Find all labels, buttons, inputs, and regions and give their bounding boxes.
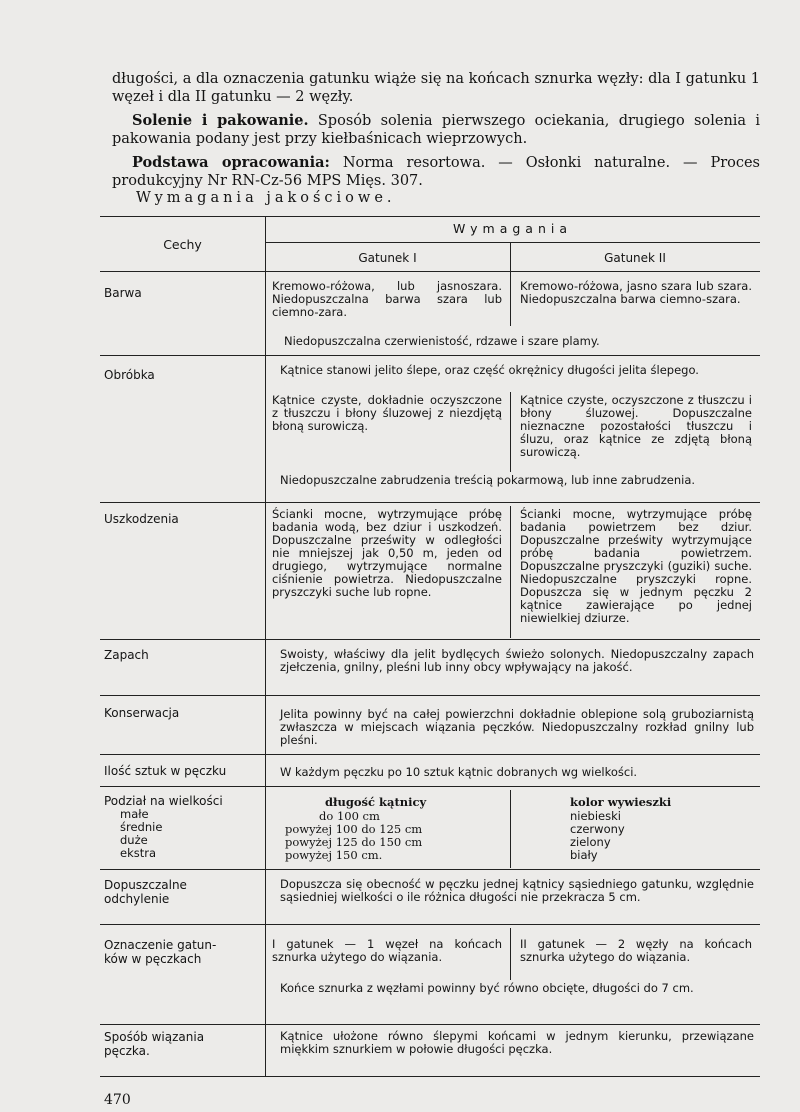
length-header: długość kątnicy	[325, 795, 427, 809]
row-label-podzial: Podział na wielkości	[104, 794, 223, 808]
rule	[100, 271, 760, 272]
length-item: do 100 cm	[319, 809, 380, 823]
label-line: odchylenie	[104, 892, 170, 906]
requirements-table	[100, 216, 760, 1078]
paragraph-podstawa	[112, 154, 760, 190]
color-header: kolor wywieszki	[570, 795, 672, 809]
label-line: ków w pęczkach	[104, 952, 202, 966]
rule	[100, 216, 760, 217]
intro-text	[112, 70, 760, 196]
column-divider	[265, 216, 266, 1076]
row-label-konserwacja: Konserwacja	[104, 706, 180, 720]
obrobka-top: Kątnice stanowi jelito ślepe, oraz część okrężnicy długości jelita ślepego.	[280, 363, 699, 377]
rule	[100, 355, 760, 356]
text-podstawa: Norma resortowa. — Osłonki naturalne. — Proces produkcyjny Nr RN-Cz-56 MPS Mięs. 307.	[112, 155, 761, 189]
quality-heading: Wymagania jakościowe.	[136, 190, 396, 206]
konserwacja-text: Jelita powinny być na całej powierzchni dokładnie oblepione solą gruboziarnistą zwłaszcza w miejscach wiązania pęczków. Niedopuszczalny rozkład gnilny lub pleśni.	[280, 707, 754, 747]
row-label-sposob	[104, 1030, 204, 1058]
oznaczenie-gatunek-1: I gatunek — 1 węzeł na końcach sznurka użytego do wiązania.	[272, 937, 502, 964]
heading-solenie: Solenie i pakowanie.	[132, 112, 309, 129]
zapach-text: Swoisty, właściwy dla jelit bydlęcych świeżo solonych. Niedopuszczalny zapach zjełczenia, gnilny, pleśni lub inny obcy wpływający na jakość.	[280, 647, 754, 674]
column-divider	[510, 392, 511, 472]
rule	[100, 1076, 760, 1077]
label-line: Dopuszczalne	[104, 878, 187, 892]
column-divider	[510, 928, 511, 980]
row-label-zapach: Zapach	[104, 648, 149, 662]
paragraph-solenie	[112, 112, 760, 148]
header-wymagania: Wymagania	[452, 221, 573, 236]
size-item: małe	[120, 807, 149, 821]
color-item: niebieski	[570, 809, 621, 823]
rule	[265, 242, 760, 243]
barwa-both: Niedopuszczalna czerwienistość, rdzawe i szare plamy.	[284, 334, 600, 348]
obrobka-gatunek-2: Kątnice czyste, oczyszczone z tłuszczu i błony śluzowej. Dopuszczalne nieznaczne pozostałości tłuszczu i śluzu, oraz kątnice ze zdjętą błoną surowiczą.	[520, 393, 752, 459]
color-item: biały	[570, 848, 598, 862]
color-item: czerwony	[570, 822, 625, 836]
ilosc-text: W każdym pęczku po 10 sztuk kątnic dobranych wg wielkości.	[280, 765, 638, 779]
rule	[100, 869, 760, 870]
length-list	[285, 810, 505, 862]
header-cechy: Cechy	[163, 237, 202, 252]
obrobka-gatunek-1: Kątnice czyste, dokładnie oczyszczone z tłuszczu i błony śluzowej z niezdjętą błoną surowiczą.	[272, 393, 502, 433]
size-item: ekstra	[120, 846, 157, 860]
label-line: Spośób wiązania	[104, 1030, 205, 1044]
barwa-gatunek-2: Kremowo-różowa, jasno szara lub szara. Niedopuszczalna barwa ciemno-szara.	[520, 279, 752, 306]
header-gatunek-2: Gatunek II	[604, 251, 666, 265]
obrobka-bottom: Niedopuszczalne zabrudzenia treścią pokarmową, lub inne zabrudzenia.	[280, 473, 696, 487]
text-solenie: Sposób solenia pierwszego ociekania, drugiego solenia i pakowania podany jest przy kiełbaśnicach wieprzowych.	[112, 113, 760, 147]
color-list	[570, 810, 750, 862]
barwa-gatunek-1: Kremowo-różowa, lub jasnoszara. Niedopuszczalna barwa szara lub ciemno-zara.	[272, 279, 502, 319]
size-item: duże	[120, 833, 148, 847]
length-item: powyżej 150 cm.	[285, 848, 383, 862]
length-item: powyżej 125 do 150 cm	[285, 835, 423, 849]
rule	[100, 639, 760, 640]
oznaczenie-both: Końce sznurka z węzłami powinny być równo obcięte, długości do 7 cm.	[280, 981, 694, 995]
header-gatunek-1: Gatunek I	[358, 251, 417, 265]
sposob-text: Kątnice ułożone równo ślepymi końcami w jednym kierunku, przewiązane miękkim sznurkiem w połowie długości pęczka.	[280, 1029, 754, 1056]
column-divider	[510, 790, 511, 868]
row-label-ilosc: Ilość sztuk w pęczku	[104, 764, 227, 778]
label-line: pęczka.	[104, 1044, 150, 1058]
page-number: 470	[104, 1092, 131, 1108]
rule	[100, 1024, 760, 1025]
rule	[100, 786, 760, 787]
paragraph-dlugosci: długości, a dla oznaczenia gatunku wiąże się na końcach sznurka węzły: dla I gatunku 1 węzeł i dla II gatunku — 2 węzły.	[112, 71, 760, 105]
rule	[100, 754, 760, 755]
row-label-odchylenia	[104, 878, 187, 906]
uszkodzenia-gatunek-1: Ścianki mocne, wytrzymujące próbę badania wodą, bez dziur i uszkodzeń. Dopuszczalne prześwity w odległości nie mniejszej jak 0,50 m, jeden od drugiego, wytrzymujące normalne ciśnienie powietrza. Niedopuszczalne pryszczyki suche lub ropne.	[272, 507, 502, 599]
color-item: zielony	[570, 835, 611, 849]
uszkodzenia-gatunek-2: Ścianki mocne, wytrzymujące próbę badania powietrzem bez dziur. Dopuszczalne prześwity wytrzymujące próbę badania powietrzem. Dopuszczalne pryszczyki (guziki) suche. Niedopuszczalne pryszczyki ropne. Dopuszcza się w jednym pęczku 2 kątnice zawierające po jednej niewielkiej dziurze.	[520, 507, 752, 625]
row-label-obrobka: Obróbka	[104, 368, 155, 382]
label-line: Oznaczenie gatun-	[104, 938, 217, 952]
heading-podstawa: Podstawa opracowania:	[132, 154, 330, 171]
length-item: powyżej 100 do 125 cm	[285, 822, 423, 836]
row-label-barwa: Barwa	[104, 286, 142, 300]
row-label-oznaczenie	[104, 938, 216, 966]
oznaczenie-gatunek-2: II gatunek — 2 węzły na końcach sznurka użytego do wiązania.	[520, 937, 752, 964]
rule	[100, 502, 760, 503]
odchylenia-text: Dopuszcza się obecność w pęczku jednej kątnicy sąsiedniego gatunku, względnie sąsiedniej wielkości o ile różnica długości nie przekracza 5 cm.	[280, 877, 754, 904]
row-label-uszkodzenia: Uszkodzenia	[104, 512, 179, 526]
rule	[100, 695, 760, 696]
rule	[100, 924, 760, 925]
column-divider	[510, 506, 511, 638]
size-list	[120, 808, 260, 860]
size-item: średnie	[120, 820, 163, 834]
